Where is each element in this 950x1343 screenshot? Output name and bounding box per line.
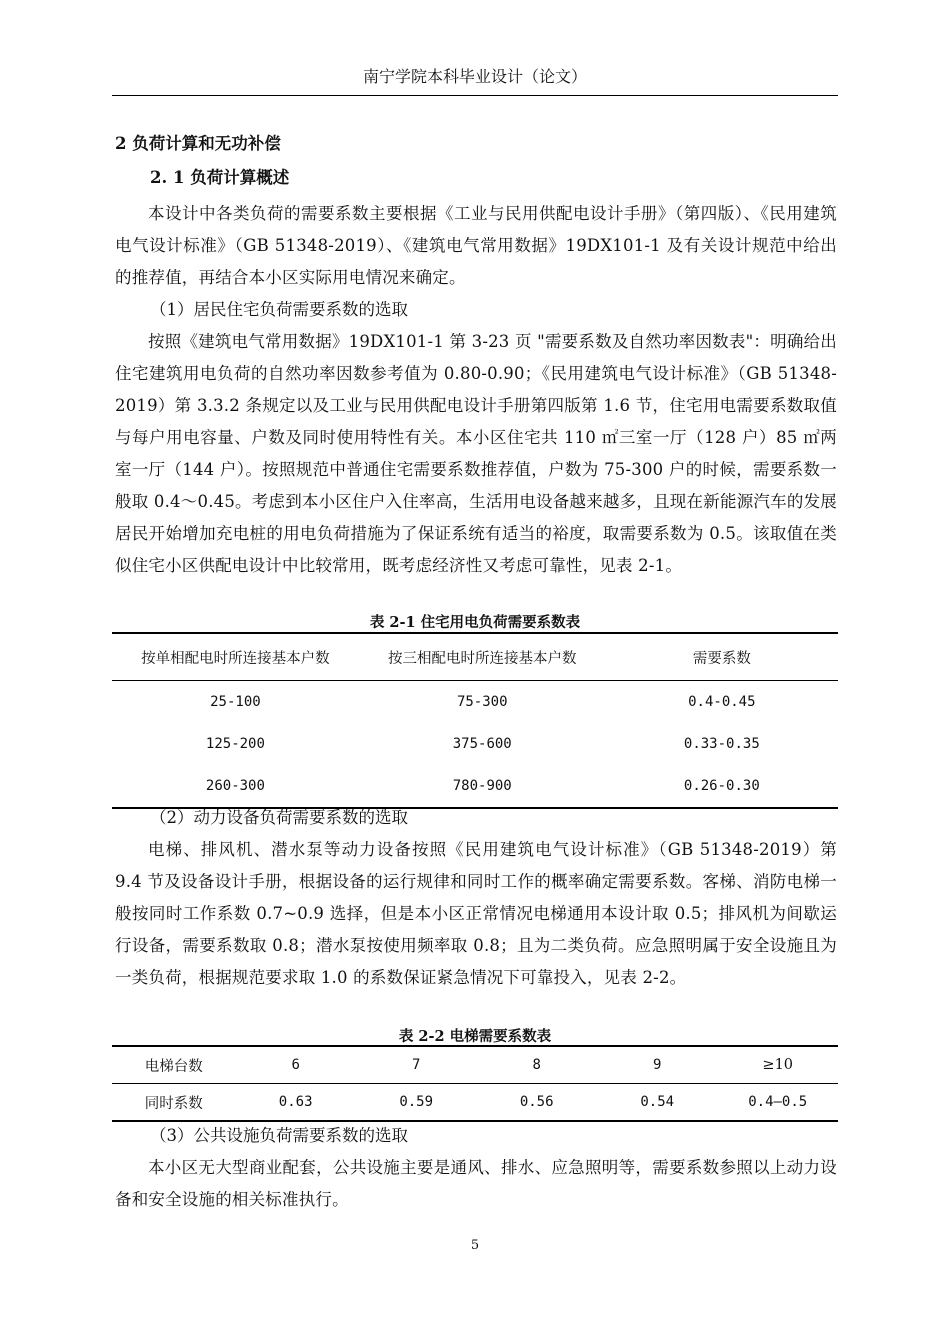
table-header-cell: 按三相配电时所连接基本户数 xyxy=(359,633,606,681)
table-row xyxy=(112,723,838,765)
subheading-public-facilities: （3）公共设施负荷需要系数的选取 xyxy=(150,1126,408,1145)
elevator-demand-table xyxy=(112,1045,838,1122)
table-cell: 同时系数 xyxy=(144,1095,203,1112)
table-cell: 电梯台数 xyxy=(112,1046,235,1084)
table-cell: 75-300 xyxy=(456,694,508,710)
table-cell: 8 xyxy=(476,1046,597,1084)
table-cell: 7 xyxy=(356,1046,477,1084)
table-cell: 0.56 xyxy=(519,1094,554,1110)
section-heading: 2 负荷计算和无功补偿 xyxy=(115,134,281,153)
table-row xyxy=(112,1046,838,1084)
table-cell: 6 xyxy=(235,1046,356,1084)
table-row xyxy=(112,1084,838,1122)
table-cell: 0.26-0.30 xyxy=(683,778,760,794)
table-cell: 375-600 xyxy=(452,736,512,752)
table-cell: 0.54 xyxy=(640,1094,675,1110)
table-cell: 9 xyxy=(597,1046,718,1084)
residential-demand-table xyxy=(112,632,838,809)
paragraph-power-equipment: 电梯、排风机、潜水泵等动力设备按照《民用建筑电气设计标准》（GB 51348-2019）第 9.4 节及设备设计手册，根据设备的运行规律和同时工作的概率确定需要系数。客梯、消防电梯一般按同时工作系数 0.7~0.9 选择，但是本小区正常情况电梯通用本设计取 0.5；排风机为间歇运行设备，需要系数取 0.8；潜水泵按使用频率取 0.8；且为二类负荷。应急照明属于安全设施且为一类负荷，根据规范要求取 1.0 的系数保证紧急情况下可靠投入，见表 2-2。 xyxy=(115,840,837,987)
table1-caption: 表 2-1 住宅用电负荷需要系数表 xyxy=(369,614,581,631)
table-header-row xyxy=(112,633,838,681)
table-cell: 0.63 xyxy=(278,1094,313,1110)
subsection-heading: 2. 1 负荷计算概述 xyxy=(150,168,290,187)
page-header: 南宁学院本科毕业设计（论文） xyxy=(362,67,587,86)
table-cell: 125-200 xyxy=(205,736,265,752)
table-cell: 780-900 xyxy=(452,778,512,794)
header-rule xyxy=(112,95,838,96)
paragraph-intro: 本设计中各类负荷的需要系数主要根据《工业与民用供配电设计手册》（第四版）、《民用建筑电气设计标准》（GB 51348-2019）、《建筑电气常用数据》19DX101-1 及有关设计规范中给出的推荐值，再结合本小区实际用电情况来确定。 xyxy=(115,204,837,287)
paragraph-residential: 按照《建筑电气常用数据》19DX101-1 第 3-23 页 "需要系数及自然功率因数表"：明确给出住宅建筑用电负荷的自然功率因数参考值为 0.80-0.90；《民用建筑电气设计标准》（GB 51348-2019）第 3.3.2 条规定以及工业与民用供配电设计手册第四版第 1.6 节，住宅用电需要系数取值与每户用电容量、户数及同时使用特性有关。本小区住宅共 110 ㎡三室一厅（128 户）85 ㎡两室一厅（144 户）。按照规范中普通住宅需要系数推荐值，户数为 75-300 户的时候，需要系数一般取 0.4～0.45。考虑到本小区住户入住率高，生活用电设备越来越多，且现在新能源汽车的发展居民开始增加充电桩的用电负荷措施为了保证系统有适当的裕度，取需要系数为 0.5。该取值在类似住宅小区供配电设计中比较常用，既考虑经济性又考虑可靠性，见表 2-1。 xyxy=(115,332,837,575)
table-cell: 260-300 xyxy=(205,778,265,794)
table-row xyxy=(112,681,838,724)
table-cell: 0.4-0.45 xyxy=(688,694,756,710)
table-cell: 0.59 xyxy=(399,1094,434,1110)
table-header-cell: 按单相配电时所连接基本户数 xyxy=(112,633,359,681)
table-header-cell: 需要系数 xyxy=(606,633,838,681)
table-cell: 0.4—0.5 xyxy=(748,1094,808,1110)
table-cell: 0.33-0.35 xyxy=(683,736,760,752)
page-number: 5 xyxy=(470,1238,480,1253)
subheading-power-equipment: （2）动力设备负荷需要系数的选取 xyxy=(150,808,408,827)
table-cell: ≥10 xyxy=(717,1046,838,1084)
table-cell: 25-100 xyxy=(210,694,261,710)
subheading-residential: （1）居民住宅负荷需要系数的选取 xyxy=(150,300,408,319)
paragraph-public-facilities: 本小区无大型商业配套，公共设施主要是通风、排水、应急照明等，需要系数参照以上动力设备和安全设施的相关标准执行。 xyxy=(115,1158,837,1209)
table2-caption: 表 2-2 电梯需要系数表 xyxy=(398,1028,552,1045)
